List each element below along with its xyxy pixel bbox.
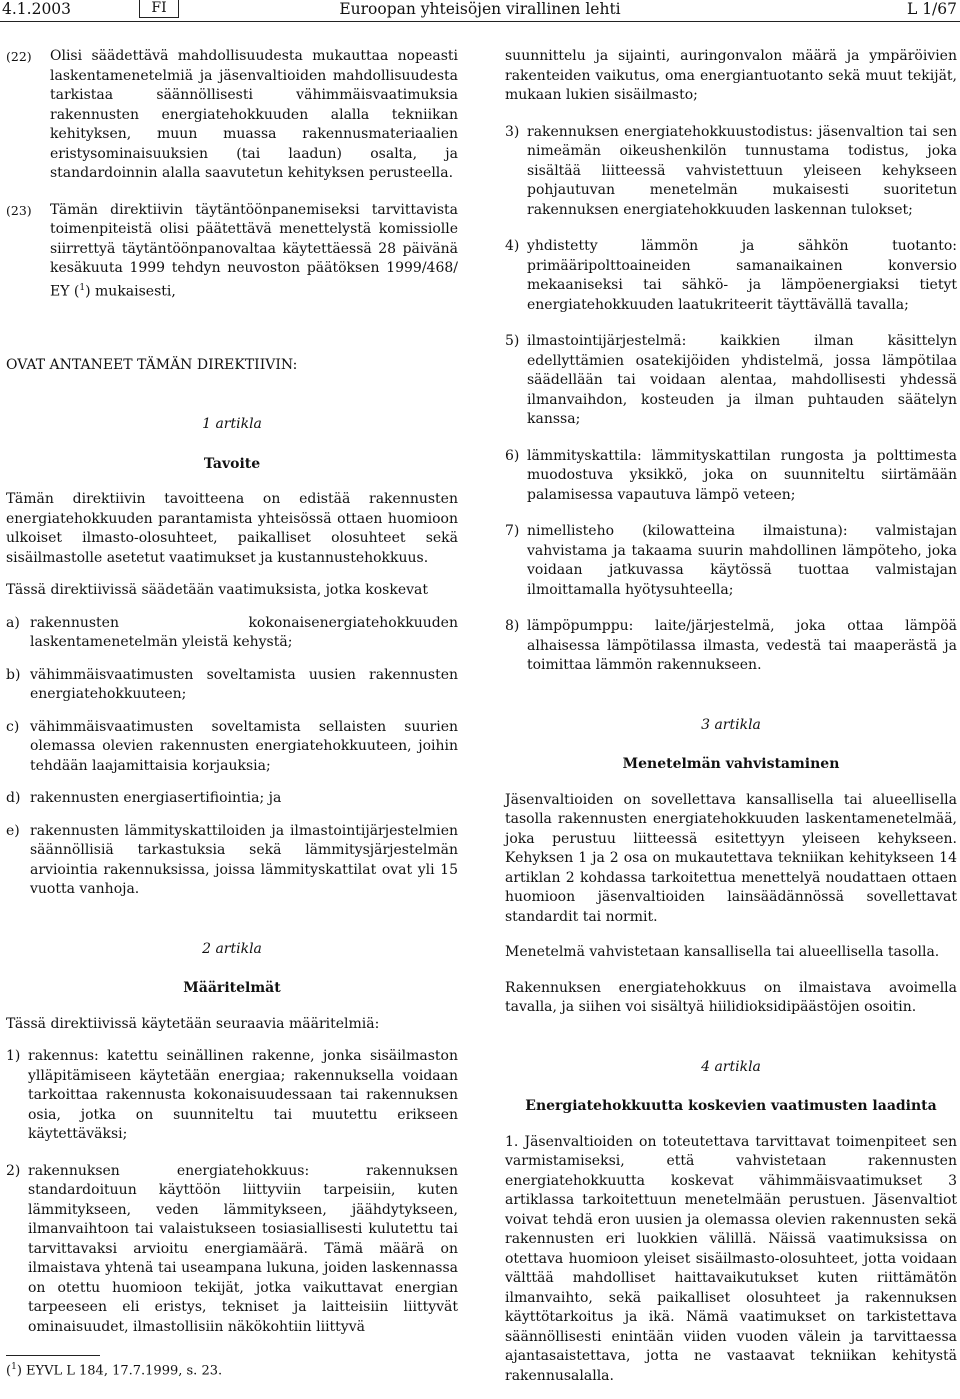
recital-text: Tämän direktiivin täytäntöönpanemiseksi tarvittavista toimenpiteistä olisi päätettävä menettelystä komissiolle siirrettyä täytäntöönpanovaltaa käytettäessä 28 päivänä kesäkuuta 1999 tehdyn neuvoston päätöksen 1999/468/ EY ($^1$) mukaisesti, (50, 201, 458, 300)
article-3-label: 3 artikla (701, 716, 761, 733)
recital-number: (22) (6, 49, 32, 64)
article-2-intro: Tässä direktiivissä käytetään seuraavia määritelmiä: (6, 1015, 380, 1032)
article-4-label: 4 artikla (701, 1058, 761, 1075)
article-4-title: Energiatehokkuutta koskevien vaatimusten laadinta (525, 1098, 937, 1114)
article-2-title: Määritelmät (183, 980, 281, 997)
footnote-ref[interactable]: 1 (79, 282, 86, 293)
list-item: a) rakennusten kokonaisenergiatehokkuuden laskentamenetelmän yleistä kehystä; (6, 614, 458, 651)
right-column (505, 47, 957, 1399)
page-header (0, 0, 960, 22)
article-3-paragraph: Rakennuksen energiatehokkuus on ilmaistava avoimella tavalla, ja siihen voi sisältyä hiilidioksidipäästöjen osoitin. (505, 979, 957, 1015)
list-item: d) rakennusten energiasertifiointia; ja (6, 790, 282, 807)
header-rule (0, 21, 960, 22)
article-1-label: 1 artikla (202, 416, 262, 433)
definition-item: 7) nimellisteho (kilowatteina ilmaistuna): valmistajan vahvistama ja takaama suurin mahdollinen lämpöteho, joka voidaan jatkuvassa käytössä tuottaa valmistajan ilmoittamalla hyötysuhteella; (505, 523, 957, 598)
language-code-box: FI (139, 0, 179, 18)
article-3-paragraph: Menetelmä vahvistetaan kansallisella tai alueellisella tasolla. (505, 944, 940, 960)
list-item: b) vähimmäisvaatimusten soveltamista uusien rakennusten energiatehokkuuteen; (6, 666, 458, 703)
article-1-title: Tavoite (203, 455, 261, 472)
page-number: L 1/67 (906, 0, 957, 18)
footnote: ($^1$) EYVL L 184, 17.7.1999, s. 23. (6, 1362, 223, 1379)
left-column (6, 47, 458, 1354)
recital-number: (23) (6, 202, 32, 218)
list-item: e) rakennusten lämmityskattiloiden ja ilmastointijärjestelmien säännöllisiä tarkastuksia sekä lämmitysjärjestelmän arviointia rakennuksissa, joissa lämmityskattilat ovat yli 15 vuotta vanhoja. (6, 822, 458, 898)
article-2-label: 2 artikla (202, 940, 262, 957)
definition-item: 5) ilmastointijärjestelmä: kaikkien ilman käsittelyn edellyttämien osatekijöiden yhdistelmä, jossa lämpötilaa säädellään tai voidaan alentaa, mahdollisesti yhdessä ilmanvaihdon, kosteuden ja ilman puhtauden säätelyn kanssa; (505, 333, 957, 427)
definition-item: 2) rakennuksen energiatehokkuus: rakennuksen standardoituun käyttöön liittyviin tarpeisiin, kuten lämmitykseen, veden lämmitykseen, jäähdytykseen, ilmanvaihtoon tai valaistukseen tosiasiallisesti kulutettu tai tarvittavaksi arvioitu energiamäärä. Tämä määrä on ilmaistava yhtenä tai useampana lukuna, joiden laskennassa on otettu huomioon tekijät, jotka vaikuttavat energian tarpeeseen eli eristys, tekniset ja laitteisiin liittyvät ominaisuudet, ilmastollisiin näkökohtiin liittyvä (6, 1162, 458, 1335)
definition-item: 4) yhdistetty lämmön ja sähkön tuotanto: primääripolttoaineiden samanaikainen konversio mekaaniseksi tai sähkö- ja lämpöenergiaksi tietyt energiatehokkuuden laatukriteerit täyttävällä tavalla; (505, 238, 957, 313)
definition-item: 6) lämmityskattila: lämmityskattilan rungosta ja polttimesta muodostuva yksikkö, joka on suunniteltu siirtämään palamisessa vapautuva lämpö veteen; (505, 447, 957, 503)
list-item: c) vähimmäisvaatimusten soveltamista sellaisten suurien olemassa olevien rakennusten energiatehokkuuteen, joihin tehdään laajamittaisia korjauksia; (6, 718, 458, 774)
definition-item: 1) rakennus: katettu seinällinen rakenne, jonka sisäilmaston ylläpitämiseen käytetään energiaa; rakennuksella voidaan tarkoittaa rakennusta kokonaisuudessaan tai rakennuksen osia, jotka on suunniteltu tai muutettu erikseen käytettäväksi; (6, 1048, 458, 1143)
article-1-intro: Tässä direktiivissä säädetään vaatimuksista, jotka koskevat (6, 582, 429, 599)
article-4-paragraph: 1. Jäsenvaltioiden on toteutettava tarvittavat toimenpiteet sen varmistamiseksi, että vahvistetaan rakennusten energiatehokkuutta koskevat vähimmäisvaatimukset 3 artiklassa tarkoitettuun menetelmään perustuen. Jäsenvaltiot voivat tehdä eron uusien ja olemassa olevien rakennusten sekä rakennusten eri luokkien välillä. Näissä vaatimuksissa on otettava huomioon yleiset sisäilmasto-olosuhteet, jotta voidaan välttää mahdolliset haittavaikutukset kuten riittämätön ilmanvaihto, sekä paikalliset olosuhteet ja rakennuksen käyttötarkoitus ja ikä. Nämä vaatimukset on tarkistettava säännöllisesti enintään viiden vuoden välein ja tarvittaessa ajantasaistettava, jotta ne vastaavat tekniikan kehitystä rakennusalalla. (505, 1133, 957, 1384)
recital-text: Olisi säädettävä mahdollisuudesta mukauttaa nopeasti laskentamenetelmiä ja jäsenvaltioiden mahdollisuudesta tarkistaa säännöllisesti vähimmäisvaatimuksia rakennusten energiatehokkuuden alalla tekniikan kehityksen, muun muassa rakennusmateriaalien eristysominaisuuksien (tai laadun) osalta, ja standardoinnin alalla saavutetun kehityksen perusteella. (50, 48, 458, 181)
recital-23 (6, 201, 458, 302)
definition-item: 8) lämpöpumppu: laite/järjestelmä, joka ottaa lämpöä alhaisessa lämpötilassa ilmasta, vedestä tai maaperästä ja toimittaa lämmön rakennukseen. (505, 618, 957, 673)
recital-22 (6, 47, 458, 184)
header-date: 4.1.2003 (2, 0, 72, 18)
definition-continuation: suunnittelu ja sijainti, auringonvalon määrä ja ympäröivien rakenteiden vaikutus, oma energiantuotanto sekä muut tekijät, mukaan lukien sisäilmasto; (505, 48, 957, 103)
journal-title: Euroopan yhteisöjen virallinen lehti (339, 0, 621, 18)
definition-item: 3) rakennuksen energiatehokkuustodistus: jäsenvaltion tai sen nimeämän oikeushenkilön tunnustama todistus, joka sisältää liitteessä vahvistettuun yleiseen kehykseen pohjautuvan menetelmän mukaisesti suoritetun rakennuksen energiatehokkuuden laskennan tulokset; (505, 123, 957, 218)
footnote-rule (6, 1355, 100, 1356)
article-3-title: Menetelmän vahvistaminen (622, 756, 840, 772)
article-1-paragraph: Tämän direktiivin tavoitteena on edistää rakennusten energiatehokkuuden parantamista yhteisössä ottaen huomioon ulkoiset ilmasto-olosuhteet, paikalliset olosuhteet sekä sisäilmastolle asetetut vaatimukset ja kustannustehokkuus. (6, 491, 458, 566)
article-3-paragraph: Jäsenvaltioiden on sovellettava kansallisella tai alueellisella tasolla rakennusten energiatehokkuuden laskentamenetelmää, joka perustuu liitteessä esitettyyn yleiseen kehykseen. Kehyksen 1 ja 2 osa on mukautettava tekniikan kehitykseen 14 artiklan 2 kohdassa tarkoitettua menettelyä noudattaen ottaen huomioon jäsenvaltioiden lainsäädännössä sovellettavat standardit tai normit. (505, 791, 957, 925)
enacting-formula: OVAT ANTANEET TÄMÄN DIREKTIIVIN: (6, 356, 298, 373)
